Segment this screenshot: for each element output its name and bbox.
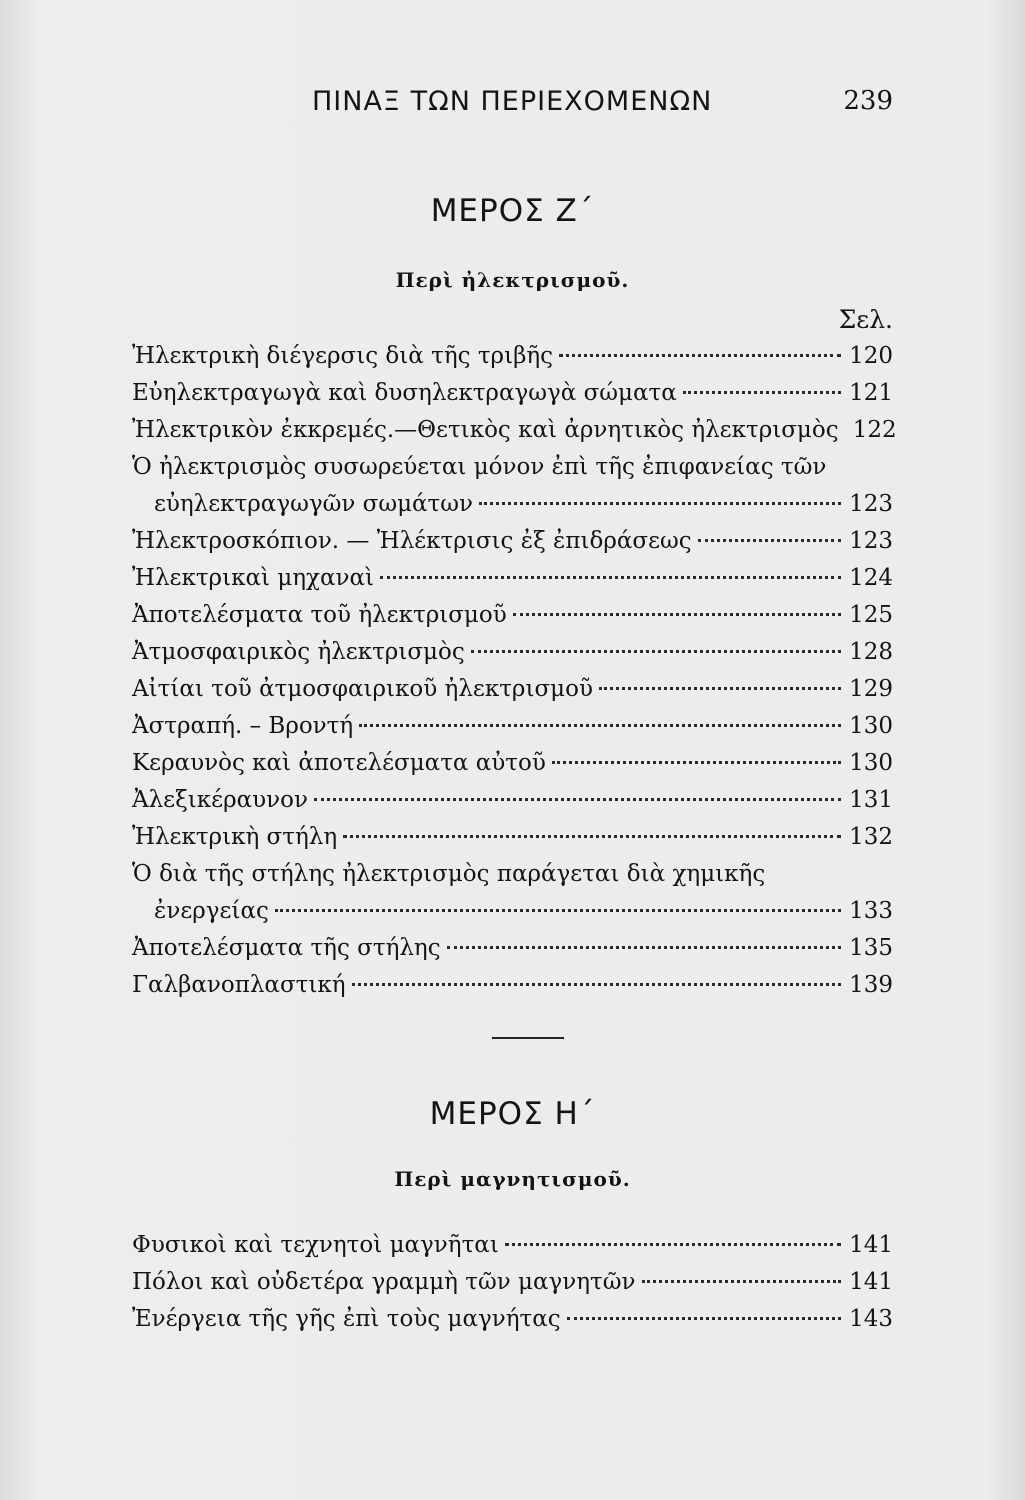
dot-leader [642,1280,842,1283]
toc-entry-title: Ὁ ἠλεκτρισμὸς συσωρεύεται μόνον ἐπὶ τῆς ἐπιφανείας τῶν [132,454,827,480]
toc-entry-title: Κεραυνὸς καὶ ἀποτελέσματα αὐτοῦ [132,750,546,776]
toc-entry-page: 135 [849,935,893,961]
running-head [0,86,1025,126]
toc-entry [132,486,893,523]
dot-leader [275,909,841,912]
toc-entry-title: Ἀποτελέσματα τῆς στήλης [132,935,441,961]
toc-entry-title: Ὁ διὰ τῆς στήλης ἠλεκτρισμὸς παράγεται διὰ χημικῆς [132,861,766,887]
running-title: ΠΙΝΑΞ ΤΩΝ ΠΕΡΙΕΧΟΜΕΝΩΝ [312,86,713,117]
part-8-subtitle: Περὶ μαγνητισμοῦ. [394,1167,631,1191]
toc-entry-page: 128 [849,639,893,665]
toc-entry [132,1264,893,1301]
dot-leader [698,539,841,542]
toc-entry-page: 131 [849,787,893,813]
dot-leader [599,687,841,690]
dot-leader [567,1317,841,1320]
toc-entry-title: Γαλβανοπλαστική [132,972,346,998]
toc-entry-title: Εὐηλεκτραγωγὰ καὶ δυσηλεκτραγωγὰ σώματα [132,380,677,406]
part-8-title: ΜΕΡΟΣ Η΄ [429,1096,596,1132]
toc-entry [132,634,893,671]
dot-leader [359,724,841,727]
toc-entry-title: Πόλοι καὶ οὐδετέρα γραμμὴ τῶν μαγνητῶν [132,1269,636,1295]
toc-entry-title: Ἀλεξικέραυνον [132,787,308,813]
dot-leader [479,502,841,505]
dot-leader [343,835,841,838]
dot-leader [314,798,841,801]
toc-entry-title: Ἀτμοσφαιρικὸς ἠλεκτρισμὸς [132,639,465,665]
toc-part-8 [132,1227,893,1338]
toc-entry [132,819,893,856]
toc-entry [132,930,893,967]
toc-entry-page: 124 [849,565,893,591]
toc-entry-page: 130 [849,713,893,739]
dot-leader [505,1243,841,1246]
toc-entry-page: 139 [849,972,893,998]
part-7-subtitle: Περὶ ἠλεκτρισμοῦ. [395,268,630,292]
toc-entry [132,671,893,708]
toc-entry-page: 141 [849,1269,893,1295]
dot-leader [471,650,841,653]
toc-entry [132,523,893,560]
toc-entry-title: Ἠλεκτρικαὶ μηχαναὶ [132,565,375,591]
toc-entry [132,1227,893,1264]
dot-leader [352,983,841,986]
toc-entry-title: Φυσικοὶ καὶ τεχνητοὶ μαγνῆται [132,1232,499,1258]
toc-entry-title-continuation: εὐηλεκτραγωγῶν σωμάτων [154,491,474,517]
part-7-title: ΜΕΡΟΣ Ζ΄ [430,193,595,229]
toc-entry-page: 129 [849,676,893,702]
dot-leader [380,576,841,579]
toc-entry [132,597,893,634]
toc-entry [132,375,893,412]
page-number: 239 [843,86,893,116]
toc-entry-page: 143 [849,1306,893,1332]
toc-entry-page: 141 [849,1232,893,1258]
toc-entry-line [132,449,893,486]
toc-entry-page: 121 [849,380,893,406]
toc-part-7 [132,338,897,1004]
page-column-label: Σελ. [838,305,893,334]
toc-entry-title: Αἰτίαι τοῦ ἀτμοσφαιρικοῦ ἠλεκτρισμοῦ [132,676,593,702]
toc-entry [132,782,893,819]
toc-entry [132,1301,893,1338]
toc-entry-title: Ἠλεκτρικὴ διέγερσις διὰ τῆς τριβῆς [132,343,554,369]
toc-entry-title: Ἠλεκτροσκόπιον. — Ἠλέκτρισις ἐξ ἐπιδράσεως [132,528,692,554]
dot-leader [447,946,841,949]
toc-entry-title: Ἠλεκτρικὸν ἐκκρεμές.—Θετικὸς καὶ ἀρνητικὸς ἠλεκτρισμὸς [132,417,839,443]
toc-entry-page: 122 [852,417,897,443]
toc-entry [132,338,893,375]
dot-leader [683,391,841,394]
toc-entry [132,893,893,930]
toc-entry [132,412,897,449]
toc-entry [132,967,893,1004]
toc-entry-title: Ἐνέργεια τῆς γῆς ἐπὶ τοὺς μαγνήτας [132,1306,561,1332]
toc-entry-title-continuation: ἐνεργείας [154,898,269,924]
toc-entry-page: 132 [849,824,893,850]
toc-entry [132,708,893,745]
toc-entry-page: 123 [849,528,893,554]
dot-leader [559,354,841,357]
toc-entry-page: 120 [849,343,893,369]
toc-entry-page: 125 [849,602,893,628]
toc-entry-title: Ἀποτελέσματα τοῦ ἠλεκτρισμοῦ [132,602,507,628]
toc-entry-page: 133 [849,898,893,924]
toc-entry-title: Ἠλεκτρικὴ στήλη [132,824,338,850]
toc-entry-line [132,856,893,893]
dot-leader [552,761,841,764]
toc-entry [132,745,893,782]
section-divider [492,1037,564,1039]
toc-entry-page: 123 [849,491,893,517]
toc-entry-page: 130 [849,750,893,776]
dot-leader [513,613,841,616]
toc-entry-title: Ἀστραπή. – Βροντή [132,713,354,739]
toc-entry [132,560,893,597]
